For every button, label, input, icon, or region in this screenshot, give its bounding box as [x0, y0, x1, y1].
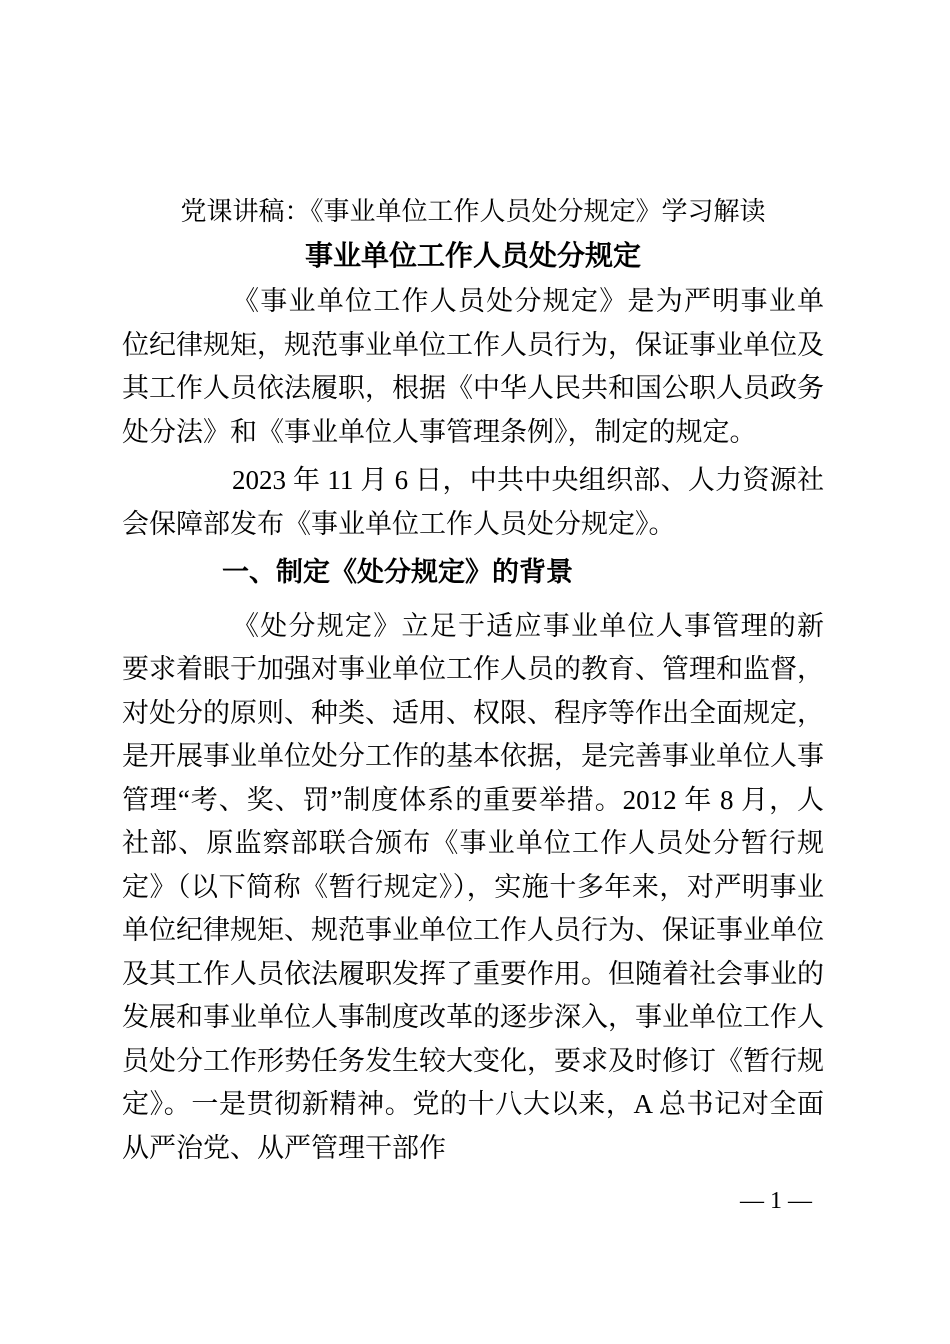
document-header-line: 党课讲稿：《事业单位工作人员处分规定》学习解读 — [180, 197, 766, 226]
page-number: — 1 — — [740, 1188, 812, 1214]
section-heading: 一、制定《处分规定》的背景 — [222, 557, 573, 587]
intro-paragraph: 《事业单位工作人员处分规定》是为严明事业单位纪律规矩，规范事业单位工作人员行为，保证事业单位及其工作人员依法履职，根据《中华人民共和国公职人员政务处分法》和《事业单位人事管理条例》，制定的规定。 — [122, 286, 824, 447]
document-title: 事业单位工作人员处分规定 — [304, 241, 641, 272]
intro-paragraph: 2023 年 11 月 6 日，中共中央组织部、人力资源社会保障部发布《事业单位工作人员处分规定》。 — [122, 465, 824, 539]
section-paragraph: 《处分规定》立足于适应事业单位人事管理的新要求着眼于加强对事业单位工作人员的教育、管理和监督，对处分的原则、种类、适用、权限、程序等作出全面规定，是开展事业单位处分工作的基本依据，是完善事业单位人事管理“考、奖、罚”制度体系的重要举措。2012 年 8 月，人社部、原监察部联合颁布《事业单位工作人员处分暂行规定》（以下简称《暂行规定》），实施十多年来，对严明事业单位纪律规矩、规范事业单位工作人员行为、保证事业单位及其工作人员依法履职发挥了重要作用。但随着社会事业的发展和事业单位人事制度改革的逐步深入，事业单位工作人员处分工作形势任务发生较大变化，要求及时修订《暂行规定》。一是贯彻新精神。党的十八大以来，A 总书记对全面从严治党、从严管理干部作 — [122, 610, 824, 1163]
